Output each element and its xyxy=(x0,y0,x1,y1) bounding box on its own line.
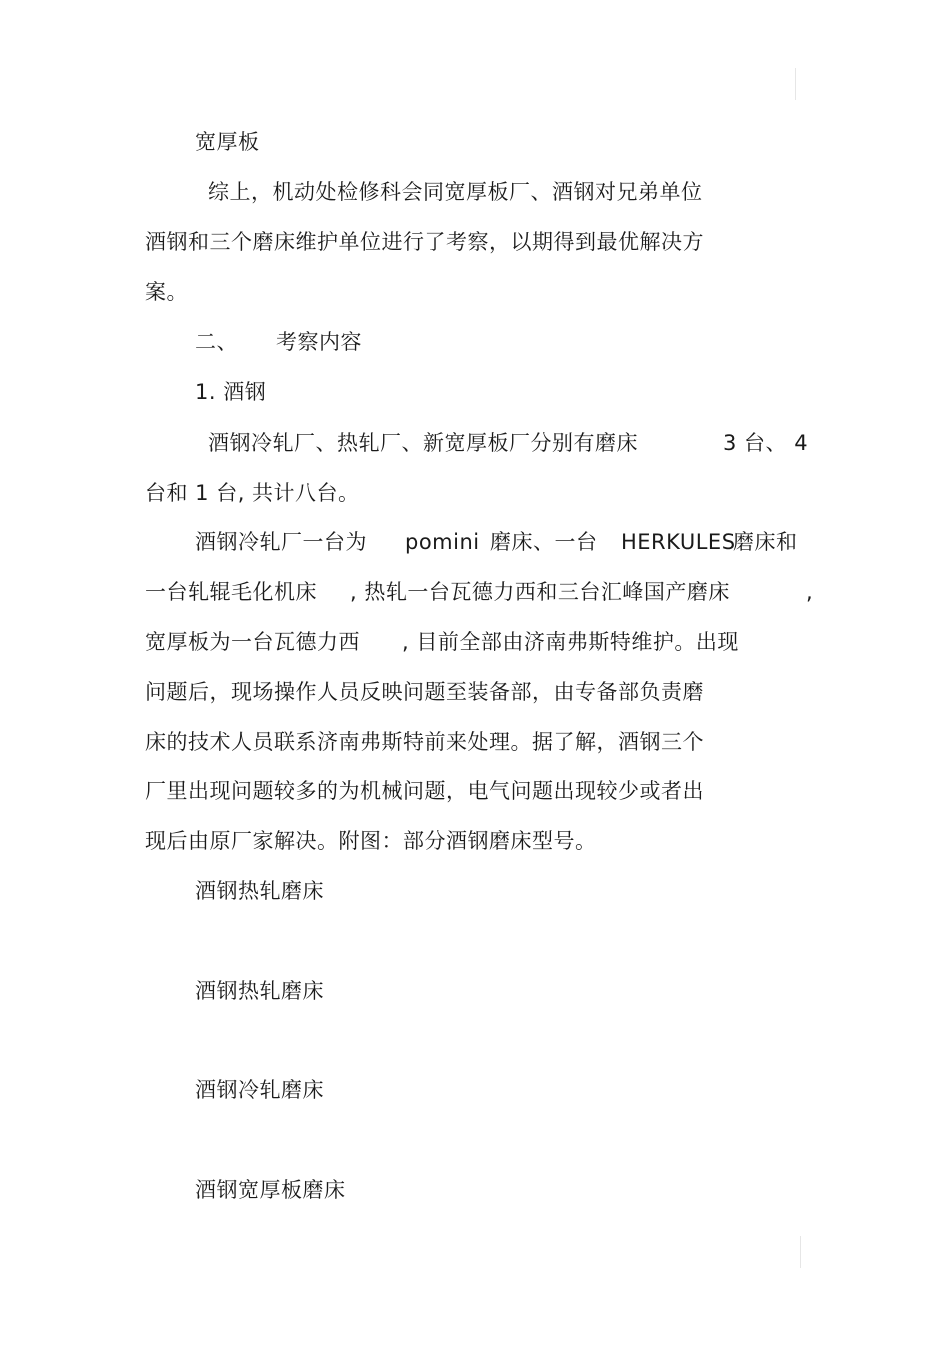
bottom-right-margin-mark xyxy=(800,1236,801,1268)
top-right-margin-mark xyxy=(795,68,796,100)
paragraph-line: 台和 1 台, 共计八台。 xyxy=(145,481,360,505)
paragraph-line: 厂里出现问题较多的为机械问题，电气问题出现较少或者出 xyxy=(145,779,704,803)
section-number: 二、 xyxy=(195,330,238,354)
paragraph-line: 3 台、 4 xyxy=(723,431,809,455)
subsection-heading: 1. 酒钢 xyxy=(195,380,267,404)
paragraph-line: 案。 xyxy=(145,280,188,304)
figure-caption: 酒钢热轧磨床 xyxy=(195,879,324,903)
paragraph-line: 酒钢和三个磨床维护单位进行了考察，以期得到最优解决方 xyxy=(145,230,704,254)
paragraph-line: pomini xyxy=(405,530,480,554)
paragraph-line: , 热轧一台瓦德力西和三台汇峰国产磨床 xyxy=(350,580,730,604)
section-heading xyxy=(195,327,362,357)
paragraph-line: 磨床和 xyxy=(733,530,798,554)
paragraph-line: 问题后，现场操作人员反映问题至装备部，由专备部负责磨 xyxy=(145,680,704,704)
paragraph-line: HERKULES xyxy=(621,530,736,554)
paragraph-line: 磨床、一台 xyxy=(490,530,598,554)
paragraph-line: 床的技术人员联系济南弗斯特前来处理。据了解，酒钢三个 xyxy=(145,730,704,754)
figure-caption: 酒钢宽厚板磨床 xyxy=(195,1178,346,1202)
paragraph-line: 宽厚板为一台瓦德力西 xyxy=(145,630,360,654)
paragraph-line: , 目前全部由济南弗斯特维护。出现 xyxy=(402,630,739,654)
section-title: 考察内容 xyxy=(276,330,362,354)
figure-caption: 酒钢热轧磨床 xyxy=(195,979,324,1003)
paragraph-line: 酒钢冷轧厂、热轧厂、新宽厚板厂分别有磨床 xyxy=(208,431,638,455)
paragraph-line: 综上，机动处检修科会同宽厚板厂、酒钢对兄弟单位 xyxy=(208,180,703,204)
paragraph-line: 一台轧辊毛化机床 xyxy=(145,580,317,604)
paragraph-line: , xyxy=(806,580,814,604)
paragraph-line: 现后由原厂家解决。附图：部分酒钢磨床型号。 xyxy=(145,829,597,853)
figure-caption: 酒钢冷轧磨床 xyxy=(195,1078,324,1102)
paragraph-line: 宽厚板 xyxy=(195,130,260,154)
paragraph-line: 酒钢冷轧厂一台为 xyxy=(195,530,367,554)
